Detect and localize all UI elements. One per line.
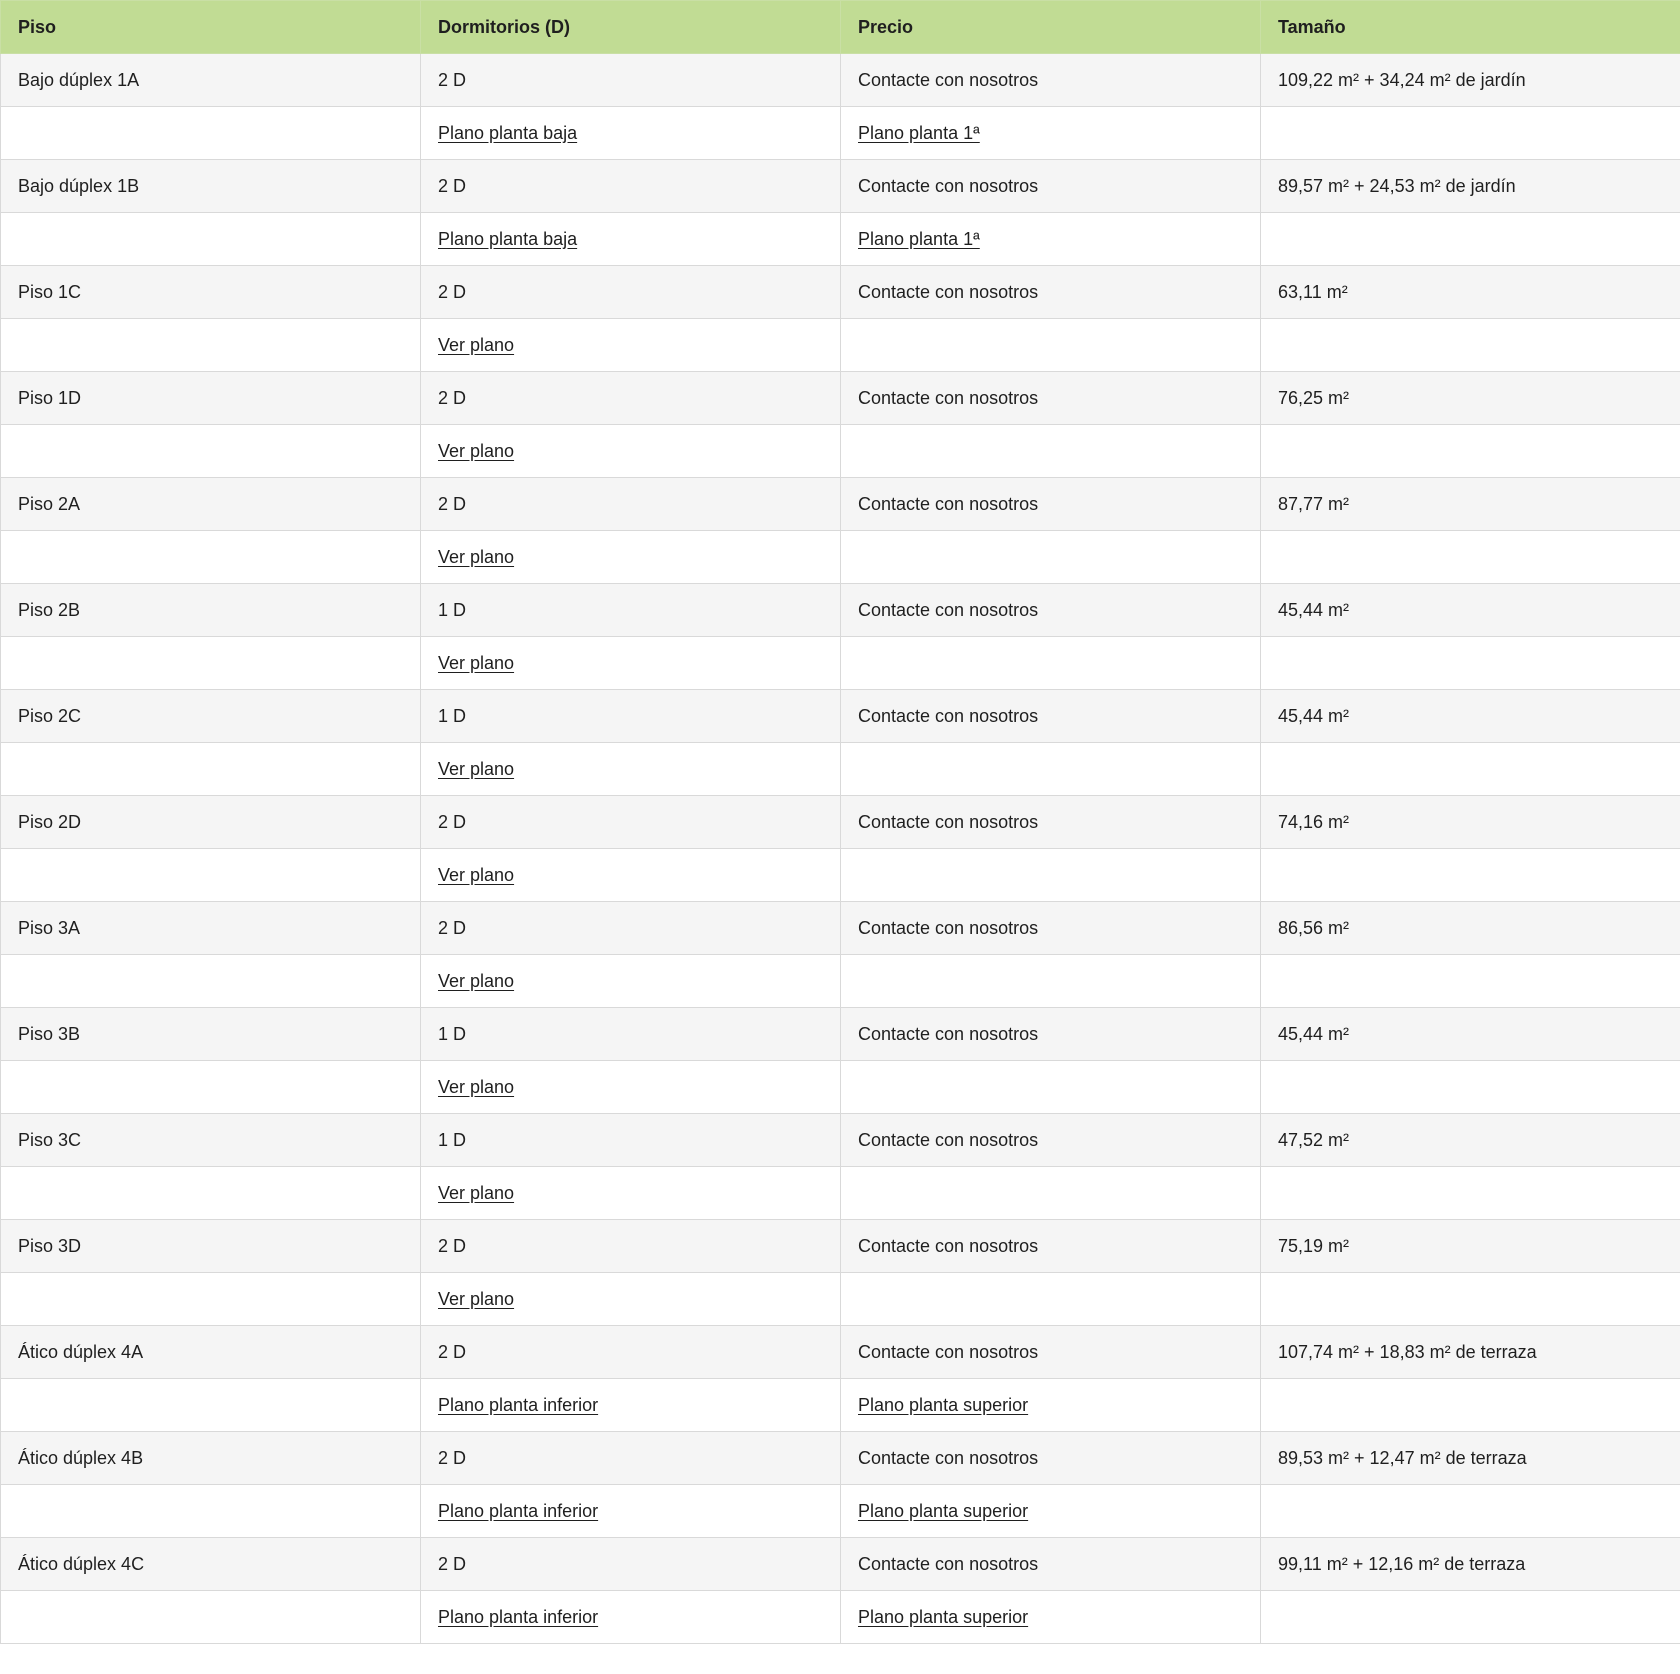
plan-cell bbox=[1, 213, 421, 266]
cell-tamano: 107,74 m² + 18,83 m² de terraza bbox=[1261, 1326, 1680, 1379]
plan-link[interactable]: Plano planta 1ª bbox=[858, 228, 980, 249]
plan-cell bbox=[1261, 107, 1680, 160]
plan-cell bbox=[421, 213, 841, 266]
table-row bbox=[1, 902, 1680, 955]
plan-cell bbox=[1261, 637, 1680, 690]
plan-links-row bbox=[1, 1273, 1680, 1326]
plan-cell bbox=[1261, 743, 1680, 796]
table-row bbox=[1, 1220, 1680, 1273]
plan-cell bbox=[841, 531, 1261, 584]
table-row bbox=[1, 372, 1680, 425]
cell-dormitorios: 2 D bbox=[421, 1538, 841, 1591]
cell-dormitorios: 2 D bbox=[421, 1326, 841, 1379]
table-row bbox=[1, 1114, 1680, 1167]
plan-cell bbox=[1, 849, 421, 902]
plan-link[interactable]: Plano planta superior bbox=[858, 1606, 1029, 1627]
plan-cell bbox=[841, 1061, 1261, 1114]
cell-piso: Piso 3C bbox=[1, 1114, 421, 1167]
plan-cell bbox=[841, 213, 1261, 266]
cell-piso: Ático dúplex 4B bbox=[1, 1432, 421, 1485]
plan-cell bbox=[1, 1485, 421, 1538]
plan-cell bbox=[1261, 319, 1680, 372]
plan-cell bbox=[1, 1379, 421, 1432]
plan-cell bbox=[841, 1591, 1261, 1644]
plan-cell bbox=[421, 955, 841, 1008]
plan-links-row bbox=[1, 1485, 1680, 1538]
cell-dormitorios: 1 D bbox=[421, 1008, 841, 1061]
plan-cell bbox=[421, 743, 841, 796]
plan-cell bbox=[421, 425, 841, 478]
cell-piso: Piso 1D bbox=[1, 372, 421, 425]
plan-cell bbox=[1261, 531, 1680, 584]
plan-cell bbox=[1, 637, 421, 690]
table-body bbox=[1, 54, 1680, 1644]
cell-tamano: 47,52 m² bbox=[1261, 1114, 1680, 1167]
plan-link[interactable]: Plano planta inferior bbox=[438, 1394, 599, 1415]
cell-tamano: 86,56 m² bbox=[1261, 902, 1680, 955]
cell-precio: Contacte con nosotros bbox=[841, 372, 1261, 425]
plan-cell bbox=[1261, 1591, 1680, 1644]
plan-cell bbox=[841, 425, 1261, 478]
plan-links-row bbox=[1, 1379, 1680, 1432]
plan-cell bbox=[421, 107, 841, 160]
cell-precio: Contacte con nosotros bbox=[841, 1114, 1261, 1167]
cell-dormitorios: 1 D bbox=[421, 690, 841, 743]
plan-cell bbox=[1261, 955, 1680, 1008]
plan-cell bbox=[841, 1167, 1261, 1220]
plan-cell bbox=[1, 107, 421, 160]
table-row bbox=[1, 478, 1680, 531]
cell-piso: Piso 3B bbox=[1, 1008, 421, 1061]
plan-cell bbox=[1261, 849, 1680, 902]
cell-tamano: 89,57 m² + 24,53 m² de jardín bbox=[1261, 160, 1680, 213]
plan-cell bbox=[1, 1167, 421, 1220]
cell-piso: Piso 2C bbox=[1, 690, 421, 743]
table-row bbox=[1, 584, 1680, 637]
plan-cell bbox=[1261, 1061, 1680, 1114]
plan-cell bbox=[1261, 1485, 1680, 1538]
cell-tamano: 45,44 m² bbox=[1261, 584, 1680, 637]
cell-tamano: 76,25 m² bbox=[1261, 372, 1680, 425]
plan-link[interactable]: Ver plano bbox=[438, 1288, 515, 1309]
plan-link[interactable]: Plano planta superior bbox=[858, 1500, 1029, 1521]
cell-precio: Contacte con nosotros bbox=[841, 1326, 1261, 1379]
plan-links-row bbox=[1, 319, 1680, 372]
cell-dormitorios: 2 D bbox=[421, 160, 841, 213]
cell-precio: Contacte con nosotros bbox=[841, 690, 1261, 743]
plan-cell bbox=[1, 955, 421, 1008]
table-row bbox=[1, 266, 1680, 319]
cell-precio: Contacte con nosotros bbox=[841, 1432, 1261, 1485]
plan-cell bbox=[1, 1591, 421, 1644]
cell-dormitorios: 2 D bbox=[421, 478, 841, 531]
cell-dormitorios: 1 D bbox=[421, 584, 841, 637]
plan-cell bbox=[841, 1273, 1261, 1326]
plan-cell bbox=[841, 743, 1261, 796]
plan-links-row bbox=[1, 531, 1680, 584]
plan-link[interactable]: Plano planta baja bbox=[438, 228, 578, 249]
table-header bbox=[1, 1, 1680, 54]
plan-cell bbox=[841, 637, 1261, 690]
cell-piso: Piso 2B bbox=[1, 584, 421, 637]
plan-links-row bbox=[1, 743, 1680, 796]
table-row bbox=[1, 1538, 1680, 1591]
plan-cell bbox=[1, 1061, 421, 1114]
plan-link[interactable]: Ver plano bbox=[438, 970, 515, 991]
cell-precio: Contacte con nosotros bbox=[841, 266, 1261, 319]
cell-dormitorios: 1 D bbox=[421, 1114, 841, 1167]
plan-links-row bbox=[1, 213, 1680, 266]
cell-tamano: 45,44 m² bbox=[1261, 1008, 1680, 1061]
table-row bbox=[1, 796, 1680, 849]
plan-cell bbox=[1, 425, 421, 478]
table-row bbox=[1, 160, 1680, 213]
cell-piso: Piso 1C bbox=[1, 266, 421, 319]
plan-link[interactable]: Ver plano bbox=[438, 1182, 515, 1203]
plan-cell bbox=[421, 1167, 841, 1220]
plan-cell bbox=[841, 1485, 1261, 1538]
plan-link[interactable]: Plano planta inferior bbox=[438, 1606, 599, 1627]
plan-cell bbox=[421, 1061, 841, 1114]
cell-precio: Contacte con nosotros bbox=[841, 796, 1261, 849]
cell-dormitorios: 2 D bbox=[421, 372, 841, 425]
cell-dormitorios: 2 D bbox=[421, 1432, 841, 1485]
plan-links-row bbox=[1, 637, 1680, 690]
cell-piso: Bajo dúplex 1A bbox=[1, 54, 421, 107]
cell-tamano: 99,11 m² + 12,16 m² de terraza bbox=[1261, 1538, 1680, 1591]
table-row bbox=[1, 1008, 1680, 1061]
cell-dormitorios: 2 D bbox=[421, 902, 841, 955]
plan-cell bbox=[1261, 213, 1680, 266]
plan-cell bbox=[841, 1379, 1261, 1432]
plan-cell bbox=[1, 743, 421, 796]
plan-link[interactable]: Ver plano bbox=[438, 864, 515, 885]
plan-cell bbox=[841, 107, 1261, 160]
plan-cell bbox=[421, 1273, 841, 1326]
plan-cell bbox=[1, 319, 421, 372]
plan-cell bbox=[1261, 1167, 1680, 1220]
plan-link[interactable]: Ver plano bbox=[438, 546, 515, 567]
cell-piso: Ático dúplex 4A bbox=[1, 1326, 421, 1379]
table-row bbox=[1, 1432, 1680, 1485]
cell-dormitorios: 2 D bbox=[421, 54, 841, 107]
plan-link[interactable]: Plano planta superior bbox=[858, 1394, 1029, 1415]
table-row bbox=[1, 1326, 1680, 1379]
cell-precio: Contacte con nosotros bbox=[841, 584, 1261, 637]
plan-link[interactable]: Ver plano bbox=[438, 652, 515, 673]
cell-piso: Bajo dúplex 1B bbox=[1, 160, 421, 213]
plan-links-row bbox=[1, 1591, 1680, 1644]
cell-dormitorios: 2 D bbox=[421, 1220, 841, 1273]
plan-cell bbox=[421, 1379, 841, 1432]
plan-cell bbox=[1261, 1379, 1680, 1432]
cell-precio: Contacte con nosotros bbox=[841, 1220, 1261, 1273]
plan-link[interactable]: Plano planta 1ª bbox=[858, 122, 980, 143]
plan-cell bbox=[421, 637, 841, 690]
cell-tamano: 63,11 m² bbox=[1261, 266, 1680, 319]
cell-precio: Contacte con nosotros bbox=[841, 902, 1261, 955]
plan-cell bbox=[421, 1485, 841, 1538]
plan-links-row bbox=[1, 1167, 1680, 1220]
column-header-dormitorios: Dormitorios (D) bbox=[421, 1, 841, 54]
cell-tamano: 75,19 m² bbox=[1261, 1220, 1680, 1273]
plan-links-row bbox=[1, 425, 1680, 478]
plan-links-row bbox=[1, 1061, 1680, 1114]
header-row bbox=[1, 1, 1680, 54]
plan-links-row bbox=[1, 955, 1680, 1008]
cell-precio: Contacte con nosotros bbox=[841, 1008, 1261, 1061]
cell-precio: Contacte con nosotros bbox=[841, 54, 1261, 107]
cell-dormitorios: 2 D bbox=[421, 266, 841, 319]
plan-cell bbox=[841, 319, 1261, 372]
table-row bbox=[1, 54, 1680, 107]
plan-cell bbox=[1, 1273, 421, 1326]
cell-precio: Contacte con nosotros bbox=[841, 160, 1261, 213]
cell-piso: Piso 2A bbox=[1, 478, 421, 531]
cell-dormitorios: 2 D bbox=[421, 796, 841, 849]
cell-piso: Piso 2D bbox=[1, 796, 421, 849]
cell-precio: Contacte con nosotros bbox=[841, 1538, 1261, 1591]
table-row bbox=[1, 690, 1680, 743]
plan-links-row bbox=[1, 849, 1680, 902]
plan-cell bbox=[421, 1591, 841, 1644]
cell-piso: Piso 3A bbox=[1, 902, 421, 955]
plan-cell bbox=[421, 531, 841, 584]
column-header-precio: Precio bbox=[841, 1, 1261, 54]
plan-links-row bbox=[1, 107, 1680, 160]
cell-tamano: 89,53 m² + 12,47 m² de terraza bbox=[1261, 1432, 1680, 1485]
plan-link[interactable]: Ver plano bbox=[438, 1076, 515, 1097]
plan-cell bbox=[1261, 1273, 1680, 1326]
plan-link[interactable]: Ver plano bbox=[438, 334, 515, 355]
plan-link[interactable]: Ver plano bbox=[438, 758, 515, 779]
column-header-piso: Piso bbox=[1, 1, 421, 54]
cell-tamano: 109,22 m² + 34,24 m² de jardín bbox=[1261, 54, 1680, 107]
plan-cell bbox=[421, 319, 841, 372]
plan-cell bbox=[1, 531, 421, 584]
cell-piso: Ático dúplex 4C bbox=[1, 1538, 421, 1591]
cell-tamano: 45,44 m² bbox=[1261, 690, 1680, 743]
plan-link[interactable]: Plano planta baja bbox=[438, 122, 578, 143]
cell-piso: Piso 3D bbox=[1, 1220, 421, 1273]
cell-tamano: 87,77 m² bbox=[1261, 478, 1680, 531]
plan-cell bbox=[421, 849, 841, 902]
plan-cell bbox=[841, 849, 1261, 902]
plan-cell bbox=[841, 955, 1261, 1008]
plan-cell bbox=[1261, 425, 1680, 478]
cell-tamano: 74,16 m² bbox=[1261, 796, 1680, 849]
plan-link[interactable]: Plano planta inferior bbox=[438, 1500, 599, 1521]
column-header-tamano: Tamaño bbox=[1261, 1, 1680, 54]
plan-link[interactable]: Ver plano bbox=[438, 440, 515, 461]
cell-precio: Contacte con nosotros bbox=[841, 478, 1261, 531]
